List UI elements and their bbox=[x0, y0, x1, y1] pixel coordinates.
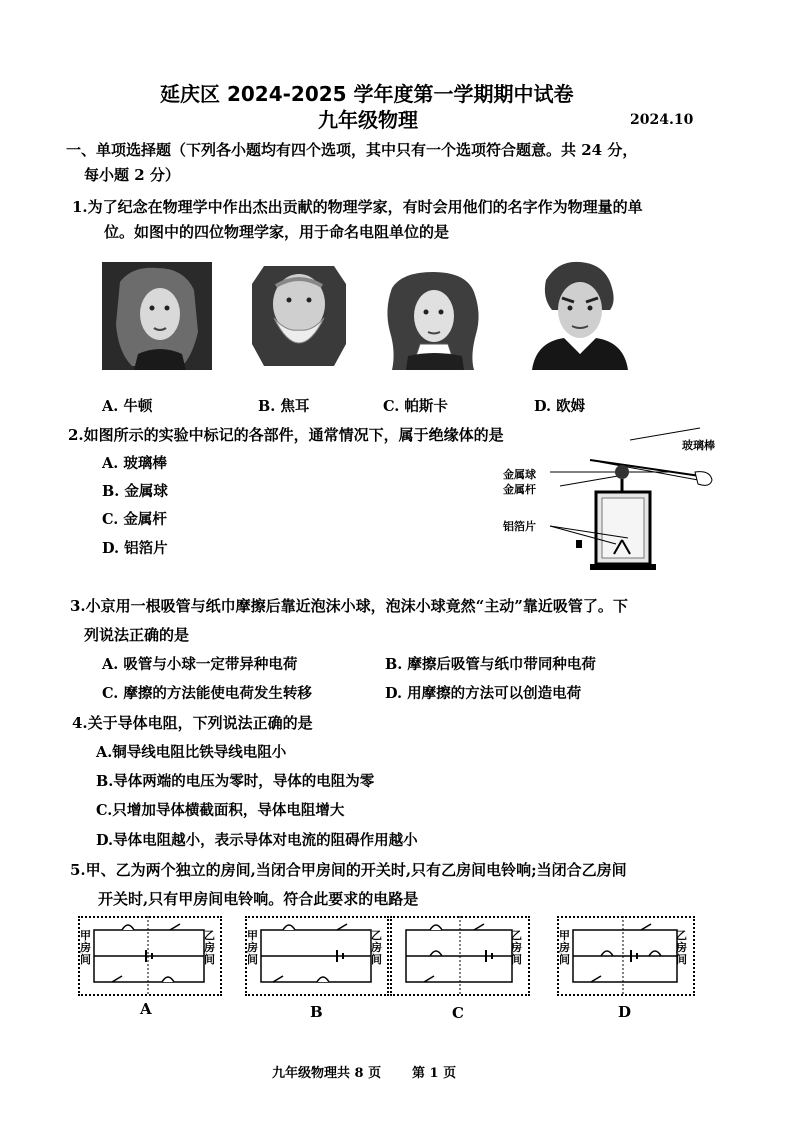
circuit-b-label: B bbox=[310, 1003, 323, 1021]
q5-stem-line2: 开关时,只有甲房间电铃响。符合此要求的电路是 bbox=[98, 890, 419, 908]
q4-stem: 4.关于导体电阻，下列说法正确的是 bbox=[72, 714, 313, 732]
label-glass-rod: 玻璃棒 bbox=[682, 439, 715, 452]
circuit-b-room-yi: 乙房间 bbox=[371, 929, 382, 966]
q1-option-c[interactable]: C. 帕斯卡 bbox=[383, 398, 448, 415]
q2-stem: 2.如图所示的实验中标记的各部件，通常情况下，属于绝缘体的是 bbox=[68, 426, 504, 444]
q1-option-b[interactable]: B. 焦耳 bbox=[258, 398, 310, 415]
circuit-b-room-jia: 甲房间 bbox=[247, 929, 258, 966]
circuit-d-wiring bbox=[557, 916, 695, 996]
q2-option-a[interactable]: A. 玻璃棒 bbox=[102, 455, 167, 472]
circuit-d-room-jia: 甲房间 bbox=[559, 929, 570, 966]
q1-stem-line1: 1.为了纪念在物理学中作出杰出贡献的物理学家，有时会用他们的名字作为物理量的单 bbox=[72, 198, 643, 216]
label-metal-ball: 金属球 bbox=[503, 468, 536, 481]
circuit-d-label: D bbox=[618, 1003, 632, 1021]
circuit-c-wiring bbox=[390, 916, 530, 996]
section-heading-line2: 每小题 2 分） bbox=[84, 166, 180, 184]
electroscope-figure bbox=[540, 440, 720, 590]
circuit-d-room-yi: 乙房间 bbox=[676, 929, 687, 966]
q4-option-c[interactable]: C.只增加导体横截面积，导体电阻增大 bbox=[96, 802, 345, 819]
circuit-a-room-yi: 乙房间 bbox=[204, 929, 215, 966]
label-foil: 铝箔片 bbox=[503, 520, 536, 533]
q4-option-a[interactable]: A.铜导线电阻比铁导线电阻小 bbox=[96, 744, 287, 761]
q2-option-d[interactable]: D. 铝箔片 bbox=[102, 540, 168, 557]
q1-stem-line2: 位。如图中的四位物理学家，用于命名电阻单位的是 bbox=[104, 223, 450, 241]
label-metal-bar: 金属杆 bbox=[503, 483, 536, 496]
circuit-c-label: C bbox=[452, 1004, 464, 1022]
footer-total-pages: 九年级物理共 8 页 bbox=[272, 1066, 382, 1081]
q3-option-d[interactable]: D. 用摩擦的方法可以创造电荷 bbox=[385, 685, 582, 702]
q2-option-b[interactable]: B. 金属球 bbox=[102, 483, 168, 500]
portrait-ohm bbox=[524, 258, 632, 370]
q4-option-b[interactable]: B.导体两端的电压为零时，导体的电阻为零 bbox=[96, 773, 375, 790]
q2-option-c[interactable]: C. 金属杆 bbox=[102, 511, 167, 528]
exam-title: 延庆区 2024-2025 学年度第一学期期中试卷 bbox=[160, 82, 574, 106]
circuit-a-room-jia: 甲房间 bbox=[80, 929, 91, 966]
q3-option-c[interactable]: C. 摩擦的方法能使电荷发生转移 bbox=[102, 685, 312, 702]
q1-option-a[interactable]: A. 牛顿 bbox=[102, 398, 153, 415]
footer-page-number: 第 1 页 bbox=[412, 1066, 457, 1081]
q4-option-d[interactable]: D.导体电阻越小，表示导体对电流的阻碍作用越小 bbox=[96, 832, 418, 849]
portrait-pascal bbox=[378, 270, 488, 370]
exam-subtitle: 九年级物理 bbox=[318, 108, 418, 132]
portrait-newton bbox=[102, 262, 212, 370]
q1-option-d[interactable]: D. 欧姆 bbox=[534, 398, 586, 415]
section-heading-line1: 一、单项选择题（下列各小题均有四个选项，其中只有一个选项符合题意。共 24 分， bbox=[66, 141, 638, 159]
circuit-a-label: A bbox=[140, 1000, 152, 1018]
circuit-b-wiring bbox=[245, 916, 389, 996]
q3-stem-line1: 3.小京用一根吸管与纸巾摩擦后靠近泡沫小球，泡沫小球竟然“主动”靠近吸管了。下 bbox=[70, 597, 628, 615]
q3-option-a[interactable]: A. 吸管与小球一定带异种电荷 bbox=[102, 656, 298, 673]
q3-option-b[interactable]: B. 摩擦后吸管与纸巾带同种电荷 bbox=[385, 656, 596, 673]
circuit-c-room-yi: 乙房间 bbox=[511, 929, 522, 966]
q3-stem-line2: 列说法正确的是 bbox=[84, 626, 190, 644]
portrait-joule bbox=[250, 258, 348, 370]
circuit-a-wiring bbox=[78, 916, 222, 996]
q5-stem-line1: 5.甲、乙为两个独立的房间,当闭合甲房间的开关时,只有乙房间电铃响;当闭合乙房间 bbox=[70, 861, 627, 879]
exam-date: 2024.10 bbox=[630, 112, 694, 128]
